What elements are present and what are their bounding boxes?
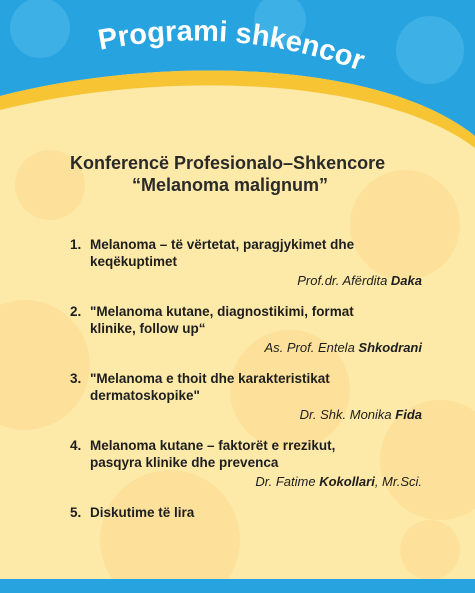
conference-title-line2: “Melanoma malignum” (132, 175, 329, 195)
item-number: 2. (70, 304, 82, 319)
speaker-surname: Daka (390, 273, 422, 288)
item-number: 5. (70, 505, 82, 520)
item-speaker (70, 473, 422, 490)
bottom-band (0, 579, 475, 593)
item-title-line: pasqyra klinike dhe prevenca (90, 455, 279, 470)
speaker-name: Dr. Shk. Monika (299, 407, 396, 422)
header-bubble (396, 16, 464, 84)
speaker-name: Prof.dr. Afërdita (297, 273, 391, 288)
item-title-line: Diskutime të lira (90, 505, 195, 520)
item-title-line: "Melanoma kutane, diagnostikimi, format (90, 304, 354, 319)
banner-title-text: Programi shkencor (95, 15, 369, 78)
item-title-line: Melanoma kutane – faktorët e rrezikut, (90, 438, 336, 453)
speaker-name: Dr. Fatime (255, 474, 320, 489)
program-item (70, 303, 422, 356)
item-number: 4. (70, 438, 82, 453)
item-title-line: dermatoskopike" (90, 388, 200, 403)
program-item (70, 437, 422, 490)
item-number: 3. (70, 371, 82, 386)
item-title-line: "Melanoma e thoit dhe karakteristikat (90, 371, 330, 386)
item-title-line: klinike, follow up“ (90, 321, 206, 336)
item-speaker (70, 406, 422, 423)
header-bubble (10, 0, 70, 58)
program-item (70, 504, 422, 521)
item-number: 1. (70, 237, 82, 252)
item-title-line: Melanoma – të vërtetat, paragjykimet dhe (90, 237, 355, 252)
program-item (70, 236, 422, 289)
bg-bubble (400, 520, 460, 580)
speaker-name: As. Prof. Entela (264, 340, 359, 355)
speaker-surname: Shkodrani (358, 340, 422, 355)
conference-title (70, 152, 475, 196)
header-banner (0, 0, 475, 150)
speaker-degree: , Mr.Sci. (374, 474, 422, 489)
program-list (70, 236, 422, 521)
item-speaker (70, 272, 422, 289)
item-speaker (70, 339, 422, 356)
item-title-line: keqëkuptimet (90, 254, 178, 269)
speaker-surname: Fida (395, 407, 422, 422)
speaker-surname: Kokollari (319, 474, 375, 489)
program-item (70, 370, 422, 423)
conference-title-line1: Konferencë Profesionalo–Shkencore (70, 153, 386, 173)
